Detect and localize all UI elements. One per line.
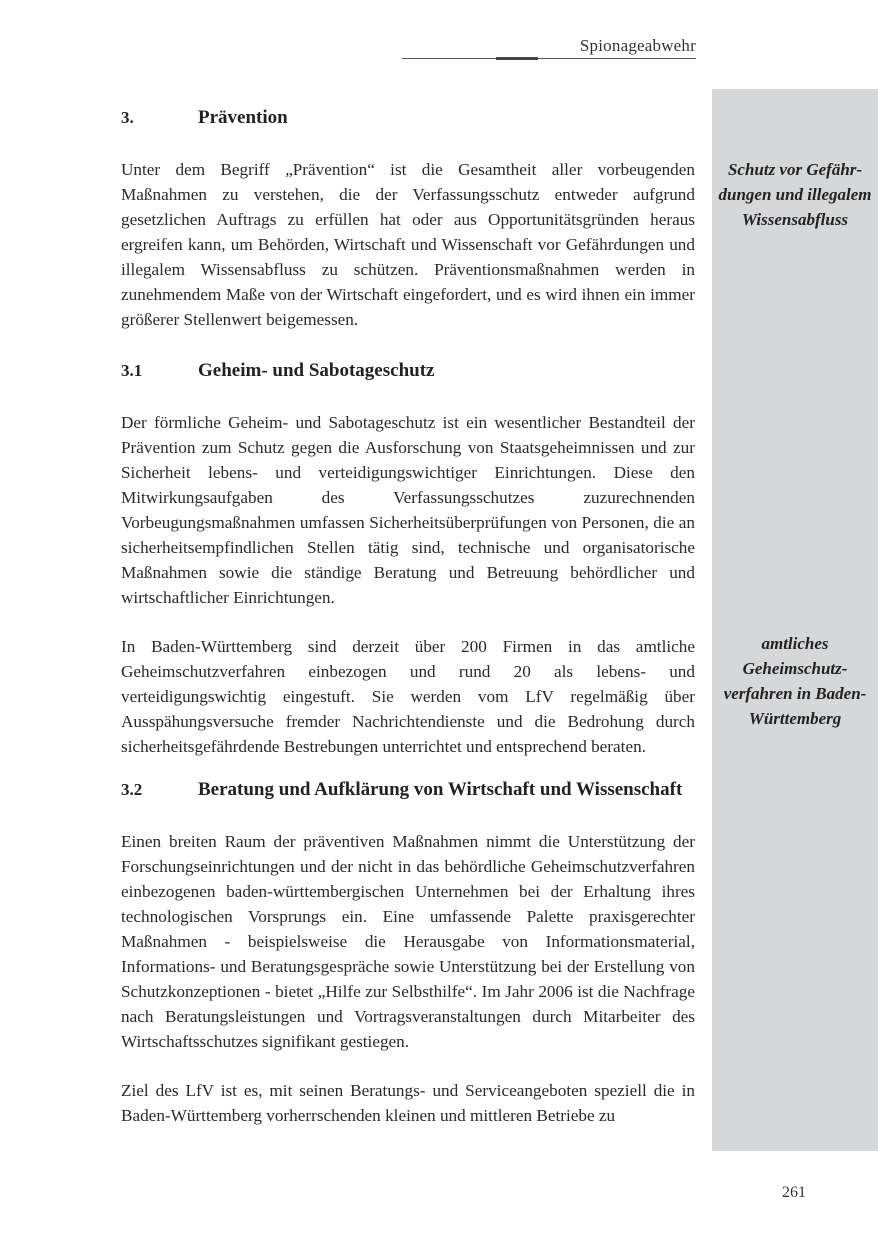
page-number: 261 — [782, 1184, 806, 1201]
running-header-title: Spionageabwehr — [579, 36, 696, 55]
margin-note-schutz: Schutz vor Gefähr-dungen und illegalem Wissensabfluss — [718, 160, 872, 229]
section-title: Geheim- und Sabotageschutz — [198, 360, 435, 381]
section-heading-3 — [121, 103, 695, 133]
section-heading-3-1 — [121, 356, 695, 386]
paragraph: Unter dem Begriff „Prävention“ ist die Gesamtheit aller vorbeugenden Maßnahmen zu verstehen, die der Verfassungsschutz entweder aufgrund gesetzlichen Auftrags zu erfüllen hat oder aus Opportunitätsgründen heraus ergreifen kann, um Behörden, Wirtschaft und Wissenschaft vor Gefährdungen und illegalem Wissensabfluss zu schützen. Präventionsmaßnahmen werden in zunehmendem Maße von der Wirtschaft eingefordert, und es wird ihnen ein immer größerer Stellenwert beigemessen. — [121, 160, 695, 329]
header-rule — [402, 58, 696, 59]
section-number: 3.1 — [121, 361, 143, 380]
paragraph: Ziel des LfV ist es, mit seinen Beratungs- und Serviceangeboten speziell die in Baden-Württemberg vorherrschenden kleinen und mittleren Betriebe zu — [121, 1081, 695, 1125]
main-content — [121, 103, 695, 1128]
margin-sidebar — [712, 89, 878, 1151]
paragraph: In Baden-Württemberg sind derzeit über 200 Firmen in das amtliche Geheimschutzverfahren einbezogen und rund 20 als lebens- und verteidigungswichtig eingestuft. Sie werden vom LfV regelmäßig über Ausspähungsversuche fremder Nachrichtendienste und die Bedrohung durch sicherheitsgefährdende Bestrebungen unterrichtet und entsprechend beraten. — [121, 637, 695, 756]
section-title: Beratung und Aufklärung von Wirtschaft und Wissenschaft — [198, 779, 683, 800]
section-heading-3-2 — [121, 775, 695, 805]
paragraph: Einen breiten Raum der präventiven Maßnahmen nimmt die Unterstützung der Forschungseinrichtungen und der nicht in das behördliche Geheimschutzverfahren einbezogenen baden-württembergischen Unternehmen bei der Erhaltung ihres technologischen Vorsprungs ein. Eine umfassende Palette praxisgerechter Maßnahmen - beispielsweise die Herausgabe von Informationsmaterial, Informations- und Beratungsgespräche sowie Unterstützung bei der Erstellung von Schutzkonzeptionen - bietet „Hilfe zur Selbsthilfe“. Im Jahr 2006 ist die Nachfrage nach Beratungsleistungen und Vortragsveranstaltungen durch Mitarbeiter des Wirtschaftsschutzes signifikant gestiegen. — [121, 832, 695, 1051]
section-number: 3. — [121, 108, 134, 127]
section-title: Prävention — [198, 107, 288, 128]
section-number: 3.2 — [121, 780, 143, 799]
header-rule-accent — [496, 57, 538, 60]
paragraph: Der förmliche Geheim- und Sabotageschutz ist ein wesentlicher Bestandteil der Prävention zum Schutz gegen die Ausforschung von Staatsgeheimnissen und zur Sicherheit lebens- und verteidigungswichtiger Einrichtungen. Diese den Mitwirkungsaufgaben des Verfassungsschutzes zuzurechnenden Vorbeugungsmaßnahmen umfassen Sicherheitsüberprüfungen von Personen, die an sicherheitsempfindlichen Stellen tätig sind, technische und organisatorische Maßnahmen sowie die ständige Beratung und Betreuung behördlicher und wirtschaftlicher Einrichtungen. — [121, 413, 695, 607]
margin-note-geheimschutz: amtliches Geheimschutz-verfahren in Baden-Württemberg — [723, 634, 867, 728]
